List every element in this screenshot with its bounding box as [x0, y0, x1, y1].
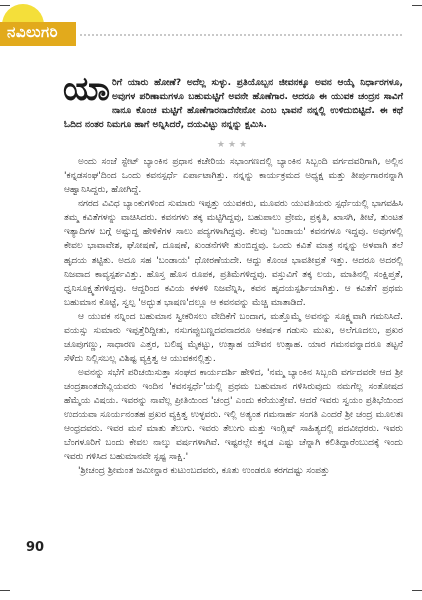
paragraph: ಅಂದು ಸಂಜೆ ಸ್ಟೇಟ್ ಬ್ಯಾಂಕಿನ ಪ್ರಧಾನ ಕಚೇರಿಯ ಸಭಾಂಗಣದಲ್ಲಿ ಬ್ಯಾಂಕಿನ ಸಿಬ್ಬಂದಿ ವರ್ಗದವರಿಗಾಗಿ, ಅಲ್ಲಿನ 'ಕನ್ನಡಸಂಘ'ದಿಂದ ಒಂದು ಕವನಸ್ಪರ್ಧೆ ಏರ್ಪಾಟಾಗಿತ್ತು. ನನ್ನನ್ನು ಕಾರ್ಯಕ್ರಮದ ಅಧ್ಯಕ್ಷ ಮತ್ತು ತೀರ್ಪುಗಾರನನ್ನಾಗಿ ಆಹ್ವಾನಿಸಿದ್ದರು, ಹೋಗಿದ್ದೆ.: [64, 157, 403, 196]
paragraph: ನಗರದ ವಿವಿಧ ಬ್ಯಾಂಕುಗಳಿಂದ ಸುಮಾರು ಇಪ್ಪತ್ತು ಯುವಕರು, ಮೂವರು ಯುವತಿಯರು ಸ್ಪರ್ಧೆಯಲ್ಲಿ ಭಾಗವಹಿಸಿ ತಮ್ಮ ಕವಿತೆಗಳನ್ನು ವಾಚಿಸಿದರು. ಕವನಗಳು ತಕ್ಕ ಮಟ್ಟಿಗಿದ್ದವು, ಬಹುಪಾಲು ಪ್ರೇಮ, ಪ್ರಕೃತಿ, ಖಾಸಗಿ, ತೀಟೆ, ತುಂಟತ ಇತ್ಯಾದಿಗಳ ಬಗ್ಗೆ ಅಷ್ಟುದ್ದ ಹೇಳಿಕೆಗಳ ಸಾಲು ಪದ್ಯಗಳಾಗಿದ್ದವು. ಕೆಲವು 'ಬಂಡಾಯ' ಕವನಗಳೂ ಇದ್ದವು. ಅವುಗಳಲ್ಲಿ ಕೇವಲ ಭಾವಾವೇಶ, ಘೋಷಣೆ, ದೂಷಣೆ, ಖಂಡನೆಗಳೇ ತುಂಬಿದ್ದವು. ಒಂದು ಕವಿತೆ ಮಾತ್ರ ನನ್ನನ್ನು ಅಳವಾಗಿ ತಲೆ ಹೃದಯ ತಟ್ಟಿತು. ಅದೂ ಸಹ 'ಬಂಡಾಯ' ಧೋರಣೆಯದೇ. ಆದ್ದು ಕೊಂಚ ಭಾವತೀವ್ರತೆ ಇತ್ತು. ಆದರೂ ಅದರಲ್ಲಿ ನಿಜವಾದ ಕಾವ್ಯಸ್ಪರ್ಶವಿತ್ತು. ಹೊಸ್ತ ಹೊಸ ರೂಪಕ, ಪ್ರತಿಮೆಗಳಿದ್ದವು. ವಸ್ತುವಿಗೆ ತಕ್ಕ ಲಯ, ಮಾತಿನಲ್ಲಿ ಸಂಕ್ಷಿಪ್ತತೆ, ಧ್ವನಿಸೂಕ್ಷ್ಮತೆಗಳಿದ್ದವು. ಆದ್ದರಿಂದ ಕವಿಯ ಕಳಕಳಿ ನಿಜವೆನ್ನಿಸಿ, ಕವನ ಹೃದಯಸ್ಪರ್ಶಿಯಾಗಿತ್ತು. ಆ ಕವಿತೆಗೆ ಪ್ರಥಮ ಬಹುಮಾನ ಕೊಟ್ಟೆ, ಸ್ವಲ್ಪ 'ಅದ್ಭುತ ಭಾಷಣ'ದಲ್ಲೂ ಆ ಕವನವನ್ನು ಮೆಚ್ಚಿ ಮಾತಾಡಿದೆ.: [64, 199, 403, 308]
intro-lead-text: ರಿಗೆ ಯಾರು ಹೋಣೆ? ಅದೆಲ್ಲ ಸುಳ್ಳು. ಪ್ರತಿಯೊಬ್ಬನ ಜೀವನಕ್ಕೂ ಅವನ ಆಯ್ಕೆ ನಿರ್ಧಾರಗಳೂ, ಅವುಗಳ ಪರಿಣಾಮಗಳೂ ಬಹುಮಟ್ಟಿಗೆ ಅವನೇ ಹೊಣೆಗಾರ. ಆದರೂ ಈ ಯುವಕ ಚಂದ್ರನ ಸಾವಿಗೆ ನಾನೂ ಕೊಂಚ ಮಟ್ಟಿಗೆ ಹೊಣೆಗಾರನಾದೆನೇನೋ ಎಂಬ ಭಾವನೆ ನನ್ನಲ್ಲಿ ಉಳಿದುಬಿಟ್ಟಿದೆ. ಈ ಕಥೆ ಓದಿದ ನಂತರ ನಿಮಗೂ ಹಾಗೆ ಅನ್ನಿಸಿದರೆ, ದಯವಿಟ್ಟು ನನ್ನನ್ನು ಕ್ಷಮಿಸಿ.: [64, 78, 403, 131]
header-dotted-rule: [80, 34, 402, 36]
crop-mark: [0, 590, 10, 591]
drop-cap: ಯಾ: [63, 69, 110, 108]
paragraph: ಆ ಯುವಕ ನನ್ನಿಂದ ಬಹುಮಾನ ಸ್ವೀಕರಿಸಲು ವೇದಿಕೆಗೆ ಬಂದಾಗ, ಮತ್ತೊಮ್ಮೆ ಅವನನ್ನು ಸೂಕ್ಷ್ಮವಾಗಿ ಗಮನಿಸಿದೆ. ವಯಸ್ಸು ಸುಮಾರು ಇಪ್ಪತ್ತೆರಿದ್ದೀತು, ನಸುಗಪ್ಪುಬಣ್ಣದವನಾದರೂ ಆಕರ್ಷಕ ಗಡುಸು ಮುಖ, ಅಲೆಗೂದಲು, ಪ್ರಖರ ಚೂಪುಗಣ್ಣು, ಸಾಧಾರಣ ಎತ್ತರ, ಬಲಿಷ್ಠ ಮೈಕಟ್ಟು, ಉತ್ಸಾಹ ಯೌವನ ಉತ್ಸಾಹ. ಯಾರ ಗಮನವನ್ನಾದರೂ ತಟ್ಟನೆ ಸೆಳೆದು ನಿಲ್ಲಿಸಬಲ್ಲ ವಿಶಿಷ್ಟ ವ್ಯಕ್ತಿತ್ವ ಆ ಯುವಕನಲ್ಲಿತ್ತು.: [64, 311, 403, 364]
section-separator-stars: ★★★: [216, 140, 251, 151]
story-text: [64, 155, 403, 478]
crop-mark: [0, 5, 10, 6]
intro-paragraph: [63, 69, 403, 132]
crop-mark: [412, 590, 422, 591]
paragraph: ಅವನನ್ನು ಸಭೆಗೆ ಪರಿಚಯಿಸುತ್ತಾ ಸಂಘದ ಕಾರ್ಯದರ್ಶಿ ಹೇಳಿದ, 'ನಮ್ಮ ಬ್ಯಾಂಕಿನ ಸಿಬ್ಬಂದಿ ವರ್ಗದವರೇ ಆದ ಶ್ರೀ ಚಂದ್ರಶಾಂತದೇವ್ಲಿಯವರು ಇಂದಿನ 'ಕವನಸ್ಪರ್ಧೆ'ಯಲ್ಲಿ ಪ್ರಥಮ ಬಹುಮಾನ ಗಳಿಸಿರುವುದು ನಮಗೆಲ್ಲ ಸಂತೋಷದ ಹೆಮ್ಮೆಯ ವಿಷಯ. ಇವರನ್ನು ನಾವೆಲ್ಲ ಪ್ರೀತಿಯಿಂದ 'ಚಂದ್ರ' ಎಂದು ಕರೆಯುತ್ತೇವೆ. ಆದರೆ ಇವರು ಸ್ವಯಂ ಪ್ರತಿಭೆಯಿಂದ ಉದಯವಾ ಸೂರ್ಯನಂತಹ ಪ್ರಖರ ವ್ಯಕ್ತಿತ್ವ ಉಳ್ಳವರು. ಇಲ್ಲಿ ಅತ್ಯಂತ ಗಮನಾರ್ಹ ಸಂಗತಿ ಎಂದರೆ ಶ್ರೀ ಚಂದ್ರ ಮೂಲತಃ ಆಂಧ್ರದವರು. ಇವರ ಮನೆ ಮಾತು ತೆಲುಗು. ಇವರು ತೆಲುಗು ಮತ್ತು ಇಂಗ್ಲಿಷ್ ಸಾಹಿತ್ಯದಲ್ಲಿ ಪದವೀಧರರು. ಇವರು ಬೆಂಗಳೂರಿಗೆ ಬಂದು ಕೇವಲ ನಾಲ್ಕು ವರ್ಷಗಳಾಗಿವೆ. ಇಷ್ಟರಲ್ಲೇ ಕನ್ನಡ ಎಷ್ಟು ಚೆನ್ನಾಗಿ ಕಲಿತಿದ್ದಾರೆಂಬುದಕ್ಕೆ ಇಂದು ಇವರು ಗಳಿಸಿದ ಬಹುಮಾನವೇ ಸ್ಪಷ್ಟ ಸಾಕ್ಷಿ.': [64, 367, 403, 463]
column-title: ನವಿಲುಗರಿ: [7, 23, 59, 41]
crop-mark: [412, 5, 422, 6]
article-body: [63, 69, 403, 478]
page-number: 90: [26, 540, 45, 555]
paragraph: 'ಶ್ರೀಚಂದ್ರ ಶ್ರೀಮಂತ ಜಮೀನ್ದಾರ ಕುಟುಂಬದವರು, ಕೂತು ಉಂಡರೂ ಕರಗದಷ್ಟು ಸಂಪತ್ತು: [78, 466, 330, 477]
